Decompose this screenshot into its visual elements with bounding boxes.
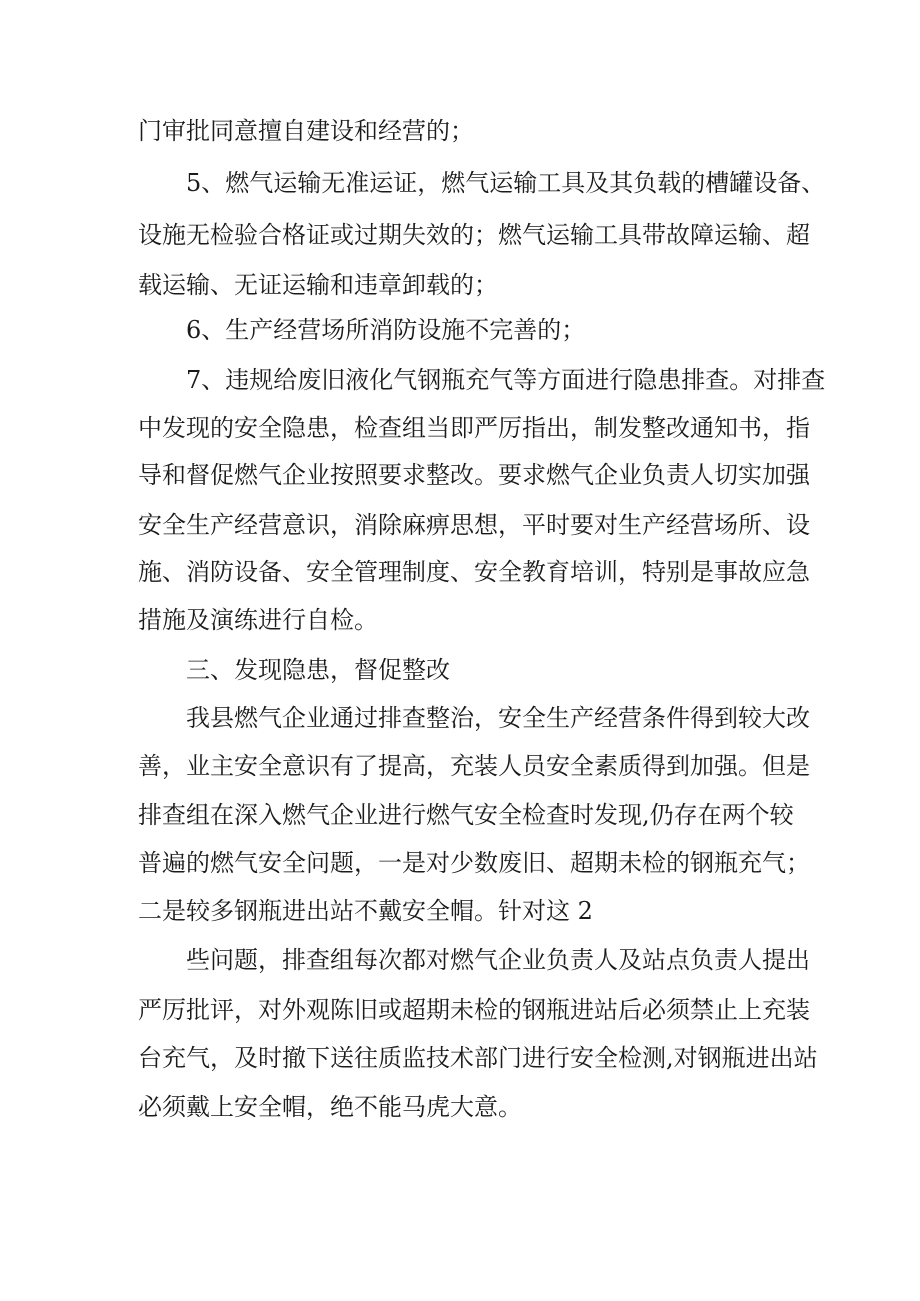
paragraph-line: 导和督促燃气企业按照要求整改。要求燃气企业负责人切实加强 [138,461,810,489]
paragraph-line: 6、生产经营场所消防设施不完善的； [186,316,586,344]
paragraph-line: 善，业主安全意识有了提高，充装人员安全素质得到加强。但是 [138,752,810,780]
paragraph-line: 门审批同意擅自建设和经营的； [138,117,474,145]
paragraph-line: 二是较多钢瓶进出站不戴安全帽。针对这 2 [138,897,593,925]
paragraph-line: 设施无检验合格证或过期失效的；燃气运输工具带故障运输、超 [138,221,810,249]
paragraph-line: 普遍的燃气安全问题，一是对少数废旧、超期未检的钢瓶充气； [138,849,810,877]
paragraph-line: 必须戴上安全帽，绝不能马虎大意。 [138,1093,522,1121]
paragraph-line: 施、消防设备、安全管理制度、安全教育培训，特别是事故应急 [138,558,810,586]
paragraph-line: 排查组在深入燃气企业进行燃气安全检查时发现,仍存在两个较 [138,801,794,829]
paragraph-line: 7、违规给废旧液化气钢瓶充气等方面进行隐患排查。对排查 [186,366,826,394]
paragraph-line: 5、燃气运输无准运证，燃气运输工具及其负载的槽罐设备、 [186,169,826,197]
paragraph-line: 安全生产经营意识，消除麻痹思想，平时要对生产经营场所、设 [138,511,810,539]
paragraph-line: 台充气，及时撤下送往质监技术部门进行安全检测,对钢瓶进出站 [138,1044,818,1072]
paragraph-line: 中发现的安全隐患，检查组当即严厉指出，制发整改通知书，指 [138,414,810,442]
paragraph-line: 载运输、无证运输和违章卸载的； [138,271,498,299]
paragraph-line: 些问题，排查组每次都对燃气企业负责人及站点负责人提出 [186,946,810,974]
paragraph-line: 措施及演练进行自检。 [138,606,378,634]
section-heading: 三、发现隐患，督促整改 [186,656,450,684]
paragraph-line: 严厉批评，对外观陈旧或超期未检的钢瓶进站后必须禁止上充装 [138,996,810,1024]
paragraph-line: 我县燃气企业通过排查整治，安全生产经营条件得到较大改 [186,704,810,732]
